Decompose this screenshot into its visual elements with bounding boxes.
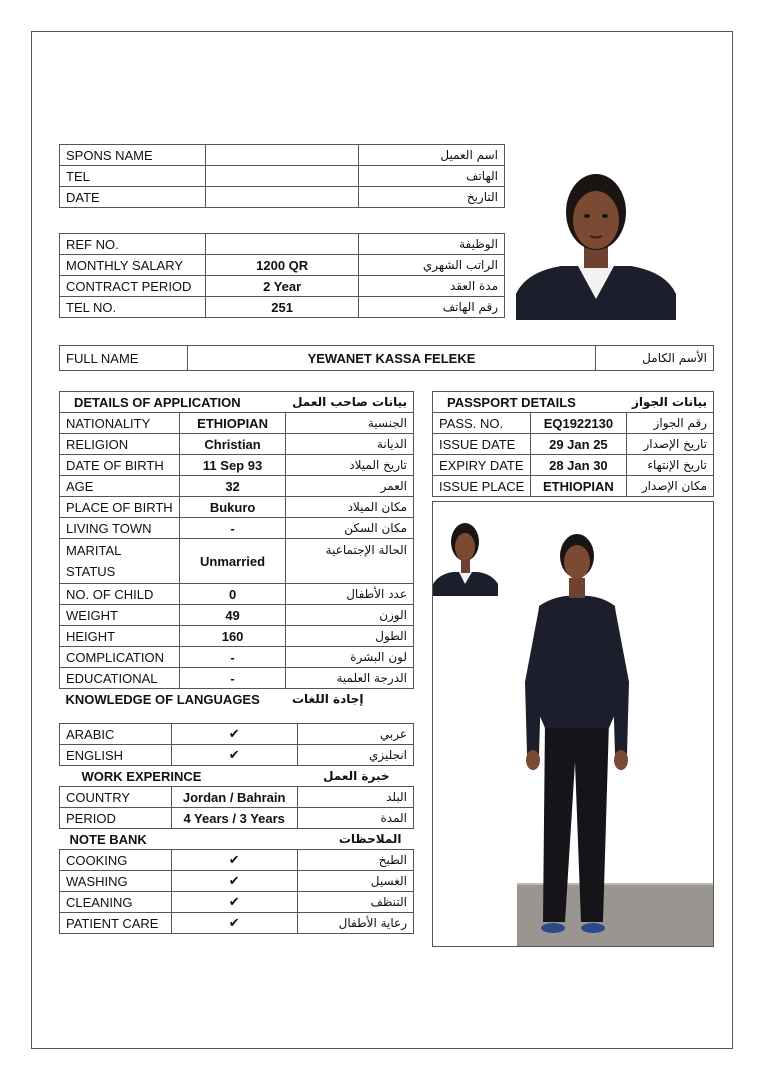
- row-value: 29 Jan 25: [531, 434, 626, 455]
- row-value: Jordan / Bahrain: [171, 787, 297, 808]
- full-name-label: FULL NAME: [60, 346, 188, 371]
- row-label-ar: الدرجة العلمية: [286, 668, 414, 689]
- check-icon: ✔: [171, 913, 297, 934]
- section-header: [433, 392, 714, 413]
- row-label: PATIENT CARE: [60, 913, 172, 934]
- table-row: [60, 255, 505, 276]
- row-label-ar: تاريخ الإنتهاء: [626, 455, 713, 476]
- section-header: [60, 689, 414, 710]
- application-table: [59, 391, 414, 710]
- row-value: 251: [205, 297, 358, 318]
- row-label: REF NO.: [60, 234, 206, 255]
- row-label-ar: التنظف: [297, 892, 413, 913]
- row-label: TEL: [60, 166, 206, 187]
- row-label-ar: الديانة: [286, 434, 414, 455]
- row-label-ar: المدة: [297, 808, 413, 829]
- row-label-ar: الطبخ: [297, 850, 413, 871]
- row-value: [205, 166, 358, 187]
- row-label-ar: رقم الهاتف: [359, 297, 505, 318]
- section-title: KNOWLEDGE OF LANGUAGES: [65, 691, 260, 707]
- row-value: 49: [179, 605, 286, 626]
- section-header: [60, 766, 414, 787]
- row-label-ar: رقم الجواز: [626, 413, 713, 434]
- table-row: [60, 871, 414, 892]
- table-row: [60, 234, 505, 255]
- languages-table: [59, 723, 414, 934]
- row-label: WEIGHT: [60, 605, 180, 626]
- row-value: Christian: [179, 434, 286, 455]
- row-label: MARITAL STATUS: [60, 539, 180, 584]
- row-label: SPONS NAME: [60, 145, 206, 166]
- row-value: 11 Sep 93: [179, 455, 286, 476]
- row-label-ar: البلد: [297, 787, 413, 808]
- table-row: [60, 346, 714, 371]
- row-label: LIVING TOWN: [60, 518, 180, 539]
- section-title-ar: الملاحظات: [338, 832, 402, 846]
- full-name-label-ar: الأسم الكامل: [596, 346, 714, 371]
- row-label: EDUCATIONAL: [60, 668, 180, 689]
- section-title: WORK EXPERINCE: [81, 768, 202, 784]
- full-name-value: YEWANET KASSA FELEKE: [187, 346, 595, 371]
- row-value: Bukuro: [179, 497, 286, 518]
- table-row: [60, 605, 414, 626]
- row-value: EQ1922130: [531, 413, 626, 434]
- row-label: DATE: [60, 187, 206, 208]
- section-title: NOTE BANK: [69, 831, 147, 847]
- table-row: [60, 476, 414, 497]
- table-row: [60, 413, 414, 434]
- row-value: 32: [179, 476, 286, 497]
- row-value: 2 Year: [205, 276, 358, 297]
- row-label-ar: الحالة الإجتماعية: [286, 539, 414, 584]
- row-label-ar: مكان السكن: [286, 518, 414, 539]
- row-label-ar: الهاتف: [359, 166, 505, 187]
- row-label: PERIOD: [60, 808, 172, 829]
- table-row: [60, 724, 414, 745]
- photo-panel: [432, 501, 714, 947]
- table-row: [60, 913, 414, 934]
- row-label: WASHING: [60, 871, 172, 892]
- row-label-ar: مكان الميلاد: [286, 497, 414, 518]
- row-value: 160: [179, 626, 286, 647]
- row-label: TEL NO.: [60, 297, 206, 318]
- table-row: [60, 808, 414, 829]
- section-title-ar: بيانات الجواز: [626, 392, 713, 413]
- section-title-ar: إجادة اللغات: [291, 692, 364, 707]
- row-value: [205, 145, 358, 166]
- table-row: [433, 434, 714, 455]
- row-value: -: [179, 668, 286, 689]
- table-row: [433, 476, 714, 497]
- table-row: [433, 455, 714, 476]
- section-title: PASSPORT DETAILS: [433, 392, 627, 413]
- row-label-ar: رعاية الأطفال: [297, 913, 413, 934]
- row-label-ar: الوظيفة: [359, 234, 505, 255]
- table-row: [60, 497, 414, 518]
- row-value: [205, 234, 358, 255]
- check-icon: ✔: [171, 745, 297, 766]
- row-value: 28 Jan 30: [531, 455, 626, 476]
- table-row: [60, 787, 414, 808]
- row-value: Unmarried: [179, 539, 286, 584]
- row-value: ETHIOPIAN: [531, 476, 626, 497]
- row-label-ar: مدة العقد: [359, 276, 505, 297]
- table-row: [60, 455, 414, 476]
- row-label: COMPLICATION: [60, 647, 180, 668]
- portrait-photo: [516, 154, 676, 320]
- row-label: PASS. NO.: [433, 413, 531, 434]
- row-label-ar: الغسيل: [297, 871, 413, 892]
- row-label-ar: لون البشرة: [286, 647, 414, 668]
- row-label-ar: العمر: [286, 476, 414, 497]
- table-row: [60, 276, 505, 297]
- table-row: [60, 297, 505, 318]
- row-label: MONTHLY SALARY: [60, 255, 206, 276]
- sponsor-table: [59, 144, 505, 208]
- row-label-ar: التاريخ: [359, 187, 505, 208]
- row-label: NATIONALITY: [60, 413, 180, 434]
- table-row: [60, 187, 505, 208]
- small-portrait-photo: [433, 510, 498, 596]
- row-label: DATE OF BIRTH: [60, 455, 180, 476]
- row-label: ARABIC: [60, 724, 172, 745]
- table-row: [60, 584, 414, 605]
- row-label-ar: الطول: [286, 626, 414, 647]
- table-row: [60, 647, 414, 668]
- full-body-photo: [517, 532, 714, 947]
- table-row: [60, 745, 414, 766]
- row-value: [205, 187, 358, 208]
- table-row: [60, 145, 505, 166]
- row-label: CLEANING: [60, 892, 172, 913]
- row-label: NO. OF CHILD: [60, 584, 180, 605]
- table-row: [60, 850, 414, 871]
- table-row: [60, 668, 414, 689]
- row-label: RELIGION: [60, 434, 180, 455]
- table-row: [433, 413, 714, 434]
- row-label: HEIGHT: [60, 626, 180, 647]
- row-label: AGE: [60, 476, 180, 497]
- row-label-ar: الوزن: [286, 605, 414, 626]
- table-row: [60, 518, 414, 539]
- row-value: 0: [179, 584, 286, 605]
- row-label: COUNTRY: [60, 787, 172, 808]
- row-value: -: [179, 518, 286, 539]
- row-label-ar: انجليزي: [297, 745, 413, 766]
- row-label: EXPIRY DATE: [433, 455, 531, 476]
- section-title-ar: خبرة العمل: [323, 769, 390, 783]
- row-label-ar: عدد الأطفال: [286, 584, 414, 605]
- row-label: ISSUE DATE: [433, 434, 531, 455]
- row-label-ar: الجنسية: [286, 413, 414, 434]
- section-title: DETAILS OF APPLICATION: [60, 392, 286, 413]
- table-row: [60, 892, 414, 913]
- table-row: [60, 539, 414, 584]
- full-name-table: [59, 345, 714, 371]
- row-label: PLACE OF BIRTH: [60, 497, 180, 518]
- passport-table: [432, 391, 714, 497]
- row-value: -: [179, 647, 286, 668]
- row-value: ETHIOPIAN: [179, 413, 286, 434]
- row-label-ar: الراتب الشهري: [359, 255, 505, 276]
- row-label: CONTRACT PERIOD: [60, 276, 206, 297]
- row-label-ar: اسم العميل: [359, 145, 505, 166]
- row-value: 1200 QR: [205, 255, 358, 276]
- row-label-ar: تاريخ الإصدار: [626, 434, 713, 455]
- check-icon: ✔: [171, 892, 297, 913]
- section-header: [60, 392, 414, 413]
- row-label: ISSUE PLACE: [433, 476, 531, 497]
- section-title-ar: بيانات صاحب العمل: [286, 392, 414, 413]
- section-header: [60, 829, 414, 850]
- row-label-ar: تاريخ الميلاد: [286, 455, 414, 476]
- row-label: ENGLISH: [60, 745, 172, 766]
- check-icon: ✔: [171, 871, 297, 892]
- contract-table: [59, 233, 505, 318]
- check-icon: ✔: [171, 724, 297, 745]
- table-row: [60, 166, 505, 187]
- row-label-ar: عربي: [297, 724, 413, 745]
- table-row: [60, 434, 414, 455]
- row-value: 4 Years / 3 Years: [171, 808, 297, 829]
- check-icon: ✔: [171, 850, 297, 871]
- row-label: COOKING: [60, 850, 172, 871]
- row-label-ar: مكان الإصدار: [626, 476, 713, 497]
- table-row: [60, 626, 414, 647]
